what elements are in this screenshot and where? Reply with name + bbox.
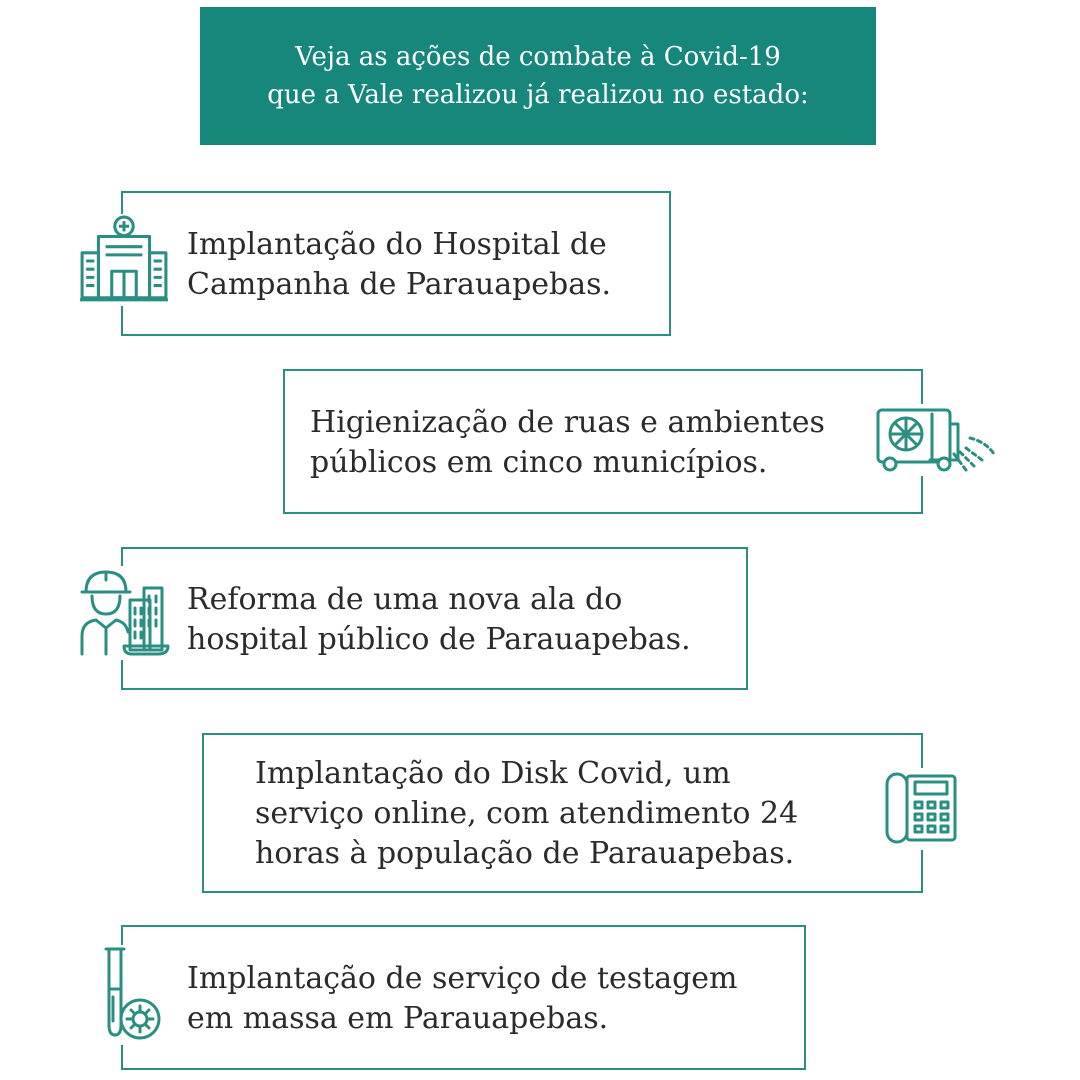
action-text-line: públicos em cinco municípios. <box>310 445 768 480</box>
action-text <box>187 959 738 1039</box>
action-card-disk-covid <box>202 733 923 893</box>
hospital-icon <box>78 214 170 306</box>
action-card-mass-testing <box>121 925 806 1070</box>
action-text <box>255 754 798 874</box>
action-text-line: horas à população de Parauapebas. <box>255 836 795 871</box>
construction-worker-icon <box>78 566 172 660</box>
action-text-line: Campanha de Parauapebas. <box>187 267 612 302</box>
action-text-line: Higienização de ruas e ambientes <box>310 405 825 440</box>
action-card-sanitization <box>283 369 923 514</box>
action-text-line: Implantação do Hospital de <box>187 227 607 262</box>
header-line-2: que a Vale realizou já realizou no estado: <box>267 80 809 110</box>
test-tube-virus-icon <box>100 945 166 1045</box>
action-card-hospital <box>121 191 671 336</box>
sanitizing-truck-icon <box>870 404 1002 476</box>
header-line-1: Veja as ações de combate à Covid-19 <box>295 42 781 72</box>
action-text-line: Reforma de uma nova ala do <box>187 582 623 617</box>
header-banner <box>200 7 876 145</box>
action-text-line: hospital público de Parauapebas. <box>187 622 691 657</box>
action-text <box>187 580 691 660</box>
action-text-line: em massa em Parauapebas. <box>187 1001 609 1036</box>
action-text-line: serviço online, com atendimento 24 <box>255 796 799 831</box>
action-card-hospital-wing <box>121 547 748 690</box>
action-text-line: Implantação do Disk Covid, um <box>255 756 731 791</box>
telephone-icon <box>881 768 961 850</box>
action-text <box>187 225 611 305</box>
action-text <box>310 403 825 483</box>
action-text-line: Implantação de serviço de testagem <box>187 961 738 996</box>
